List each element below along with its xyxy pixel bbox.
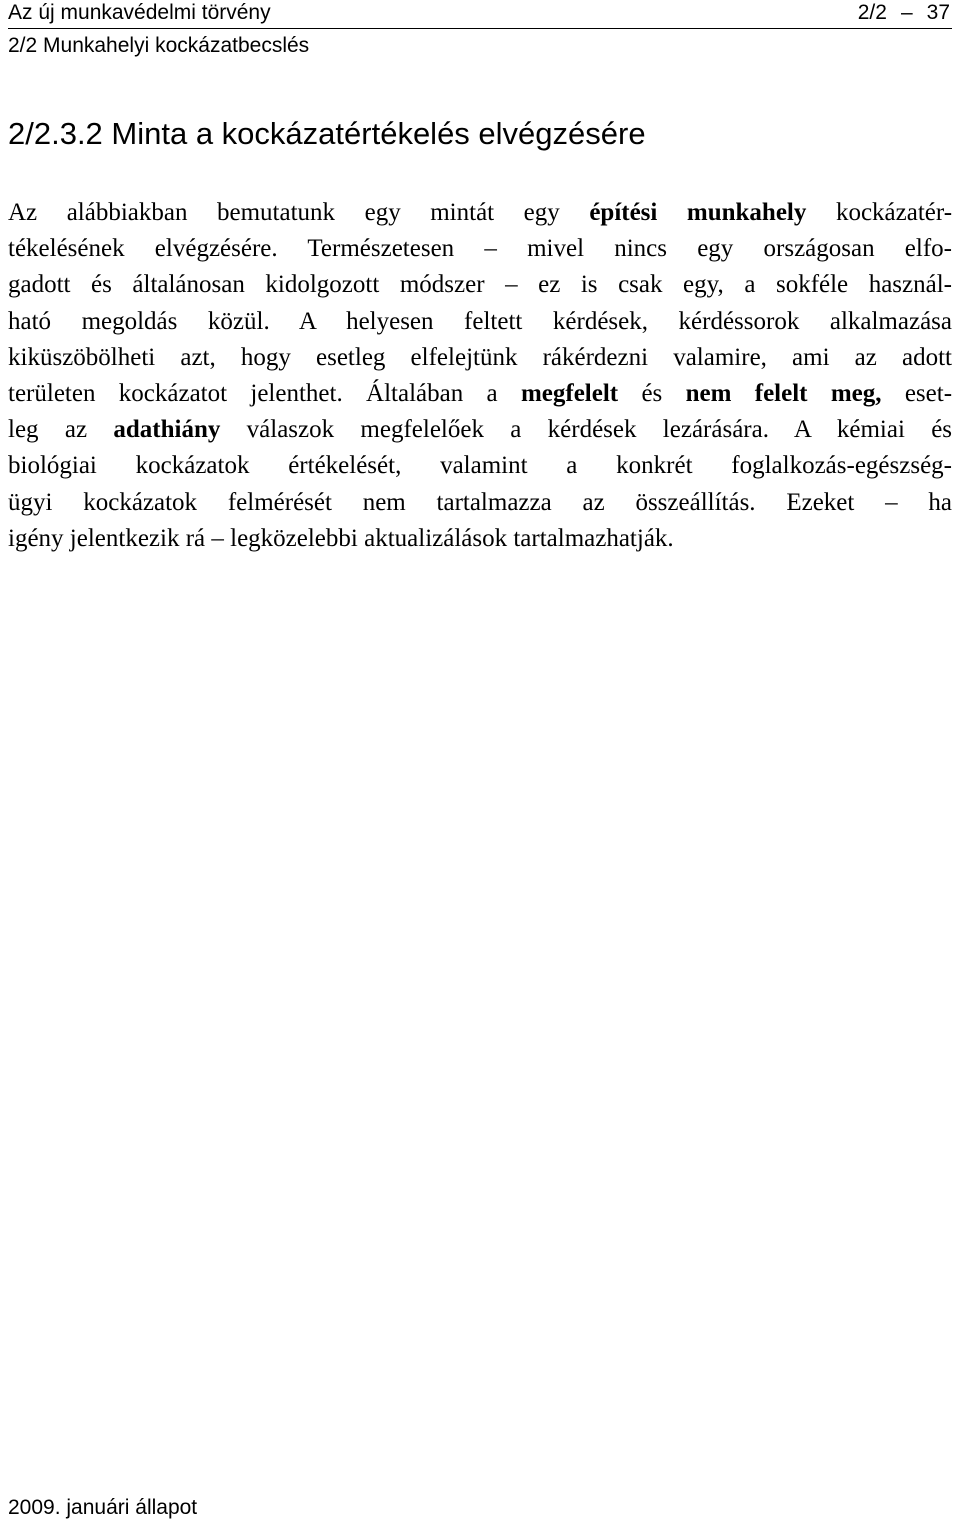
text-run: kockázatér-: [835, 199, 953, 226]
paragraph-line: gadott és általánosan kidolgozott módszer – ez is csak egy, a sokféle használ-: [8, 271, 952, 299]
text-run: leg az: [8, 416, 88, 444]
paragraph-line: [8, 195, 952, 231]
section-heading: 2/2.3.2 Minta a kockázatértékelés elvégzésére: [8, 116, 646, 151]
paragraph-line: biológiai kockázatok értékelését, valamint a konkrét foglalkozás-egészség-: [8, 452, 952, 480]
text-run: Az alábbiakban bemutatunk egy mintát egy: [8, 199, 560, 226]
header-top-line: [8, 0, 952, 29]
paragraph-line: ügyi kockázatok felmérését nem tartalmazza az összeállítás. Ezeket – ha: [8, 488, 952, 516]
subchapter-title: 2/2 Munkahelyi kockázatbecslés: [8, 34, 310, 57]
text-run: eset-: [904, 380, 953, 408]
book-title: Az új munkavédelmi törvény: [8, 1, 271, 24]
paragraph-line: [8, 412, 952, 448]
text-run: területen kockázatot jelenthet. Általában a: [8, 380, 498, 408]
text-run: válaszok megfelelőek a kérdések lezárására. A kémiai és: [246, 416, 953, 444]
body-paragraph: [8, 195, 952, 557]
chapter-number: 2/2: [857, 1, 887, 24]
paragraph-line: [8, 376, 952, 412]
bold-term: megfelelt: [520, 380, 619, 408]
bold-term: nem felelt meg,: [685, 380, 882, 408]
paragraph-line: kiküszöbölheti azt, hogy esetleg elfelejtünk rákérdezni valamire, ami az adott: [8, 343, 952, 371]
footer-status: 2009. januári állapot: [8, 1496, 198, 1519]
paragraph-line: igény jelentkezik rá – legközelebbi aktualizálások tartalmazhatják.: [8, 524, 674, 552]
paragraph-line: tékelésének elvégzésére. Természetesen – mivel nincs egy országosan elfo-: [8, 235, 952, 263]
text-run: és: [641, 380, 663, 408]
bold-term: építési munkahely: [589, 199, 807, 226]
page-locator: [858, 0, 950, 26]
paragraph-line: ható megoldás közül. A helyesen feltett kérdések, kérdéssorok alkalmazása: [8, 307, 952, 335]
chapter-page-separator: –: [900, 1, 913, 24]
page-number: 37: [926, 1, 950, 24]
bold-term: adathiány: [113, 416, 221, 444]
running-header: [8, 0, 952, 59]
